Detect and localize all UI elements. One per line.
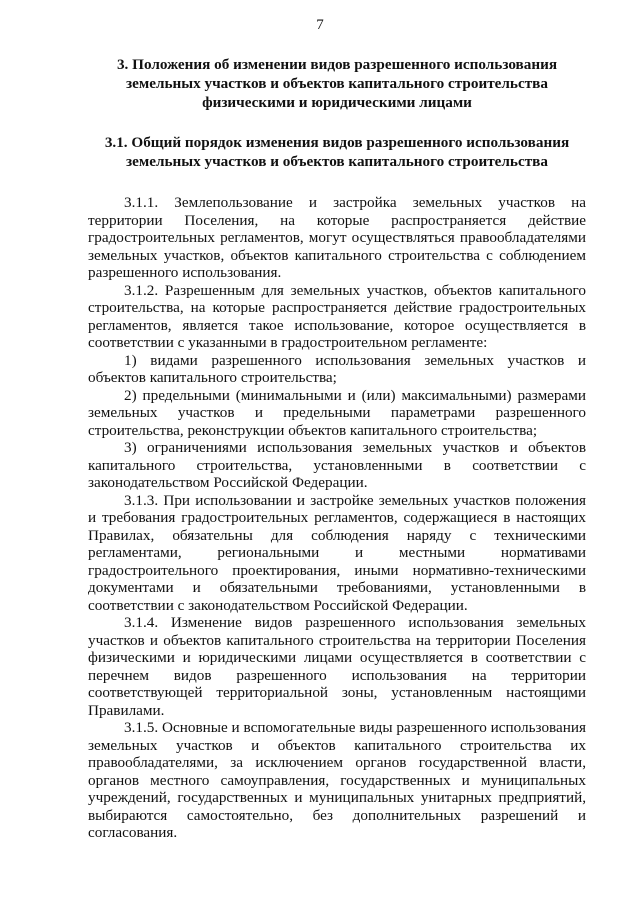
document-body [88, 194, 586, 842]
paragraph-3-1-5: 3.1.5. Основные и вспомогательные виды разрешенного использования земельных участков и объектов капитального строительства их правообладателями, за исключением органов государственной власти, органов местного самоуправления, государственных и муниципальных учреждений, государственных и муниципальных унитарных предприятий, выбираются самостоятельно, без дополнительных разрешений и согласования. [88, 719, 586, 841]
section-title: 3. Положения об изменении видов разрешенного использования земельных участков и объектов капитального строительства физическими и юридическими лицами [116, 56, 558, 111]
paragraph-3-1-4: 3.1.4. Изменение видов разрешенного использования земельных участков и объектов капитального строительства на территории Поселения физическими и юридическими лицами осуществляется в соответствии с перечнем видов разрешенного использования на территории соответствующей территориальной зоны, установленным настоящими Правилами. [88, 614, 586, 719]
list-item-3: 3) ограничениями использования земельных участков и объектов капитального строительства, установленными в соответствии с законодательством Российской Федерации. [88, 439, 586, 491]
list-item-2: 2) предельными (минимальными и (или) максимальными) размерами земельных участков и предельными параметрами разрешенного строительства, реконструкции объектов капитального строительства; [88, 386, 586, 439]
list-item-1: 1) видами разрешенного использования земельных участков и объектов капитального строительства; [88, 351, 586, 386]
subsection-title: 3.1. Общий порядок изменения видов разрешенного использования земельных участков и объектов капитального строительства [104, 134, 570, 170]
paragraph-3-1-2: 3.1.2. Разрешенным для земельных участков, объектов капитального строительства, на которые распространяется действие градостроительных регламентов, является такое использование, которое осуществляется в соответствии с указанными в градостроительном регламенте: [88, 281, 586, 351]
paragraph-3-1-3: 3.1.3. При использовании и застройке земельных участков положения и требования градостроительных регламентов, содержащиеся в настоящих Правилах, обязательны для соблюдения наряду с техническими регламентами, региональными и местными нормативами градостроительного проектирования, иными нормативно-техническими документами и обязательными требованиями, установленными в соответствии с законодательством Российской Федерации. [88, 491, 586, 614]
page-number: 7 [316, 17, 324, 33]
paragraph-3-1-1: 3.1.1. Землепользование и застройка земельных участков на территории Поселения, на которые распространяется действие градостроительных регламентов, могут осуществляться правообладателями земельных участков, объектов капитального строительства с соблюдением разрешенного использования. [88, 194, 586, 281]
